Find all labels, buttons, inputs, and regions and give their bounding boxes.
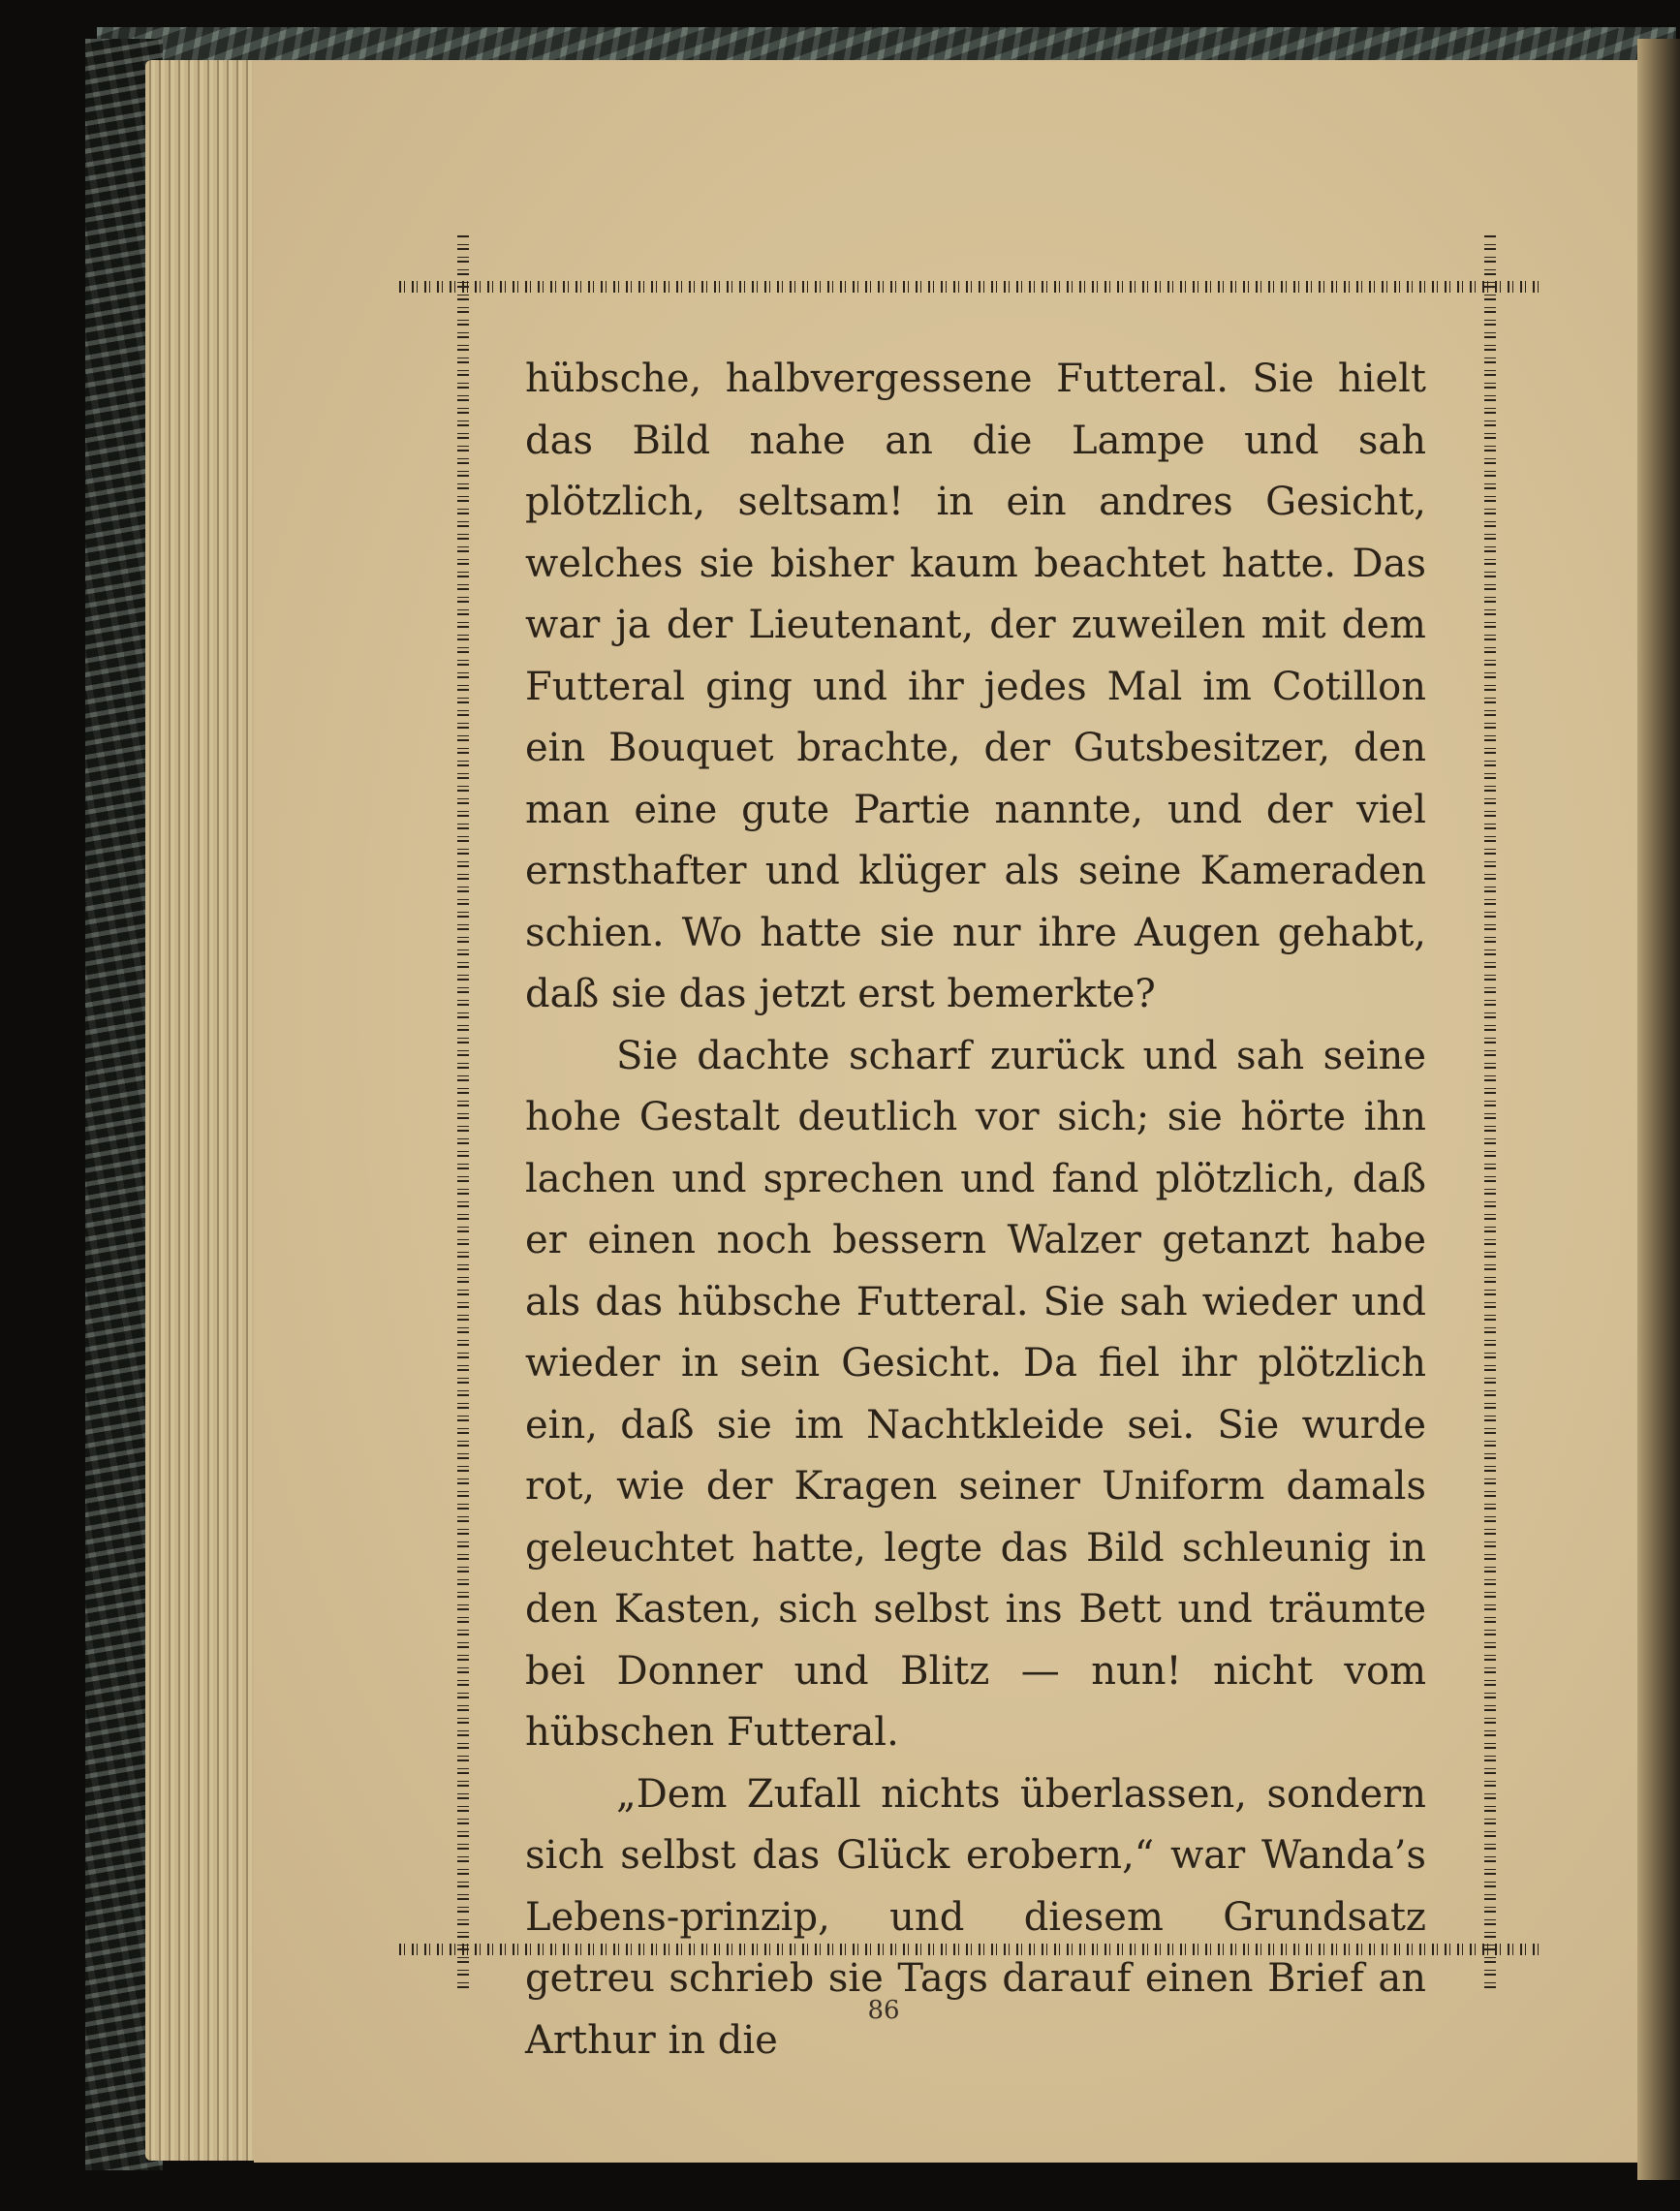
page-number: 86 <box>867 1996 900 2025</box>
paragraph-3: „Dem Zufall nichts überlassen, sondern sich selbst das Glück erobern,“ war Wanda’s Lebens-prinzip, und diesem Grundsatz getreu schrieb sie Tags darauf einen Brief an Arthur in die <box>525 1771 1426 2063</box>
frame-left-rule <box>457 234 469 1988</box>
page-edges <box>145 60 262 2161</box>
paragraph-1: hübsche, halbvergessene Futteral. Sie hielt das Bild nahe an die Lampe und sah plötzlich, seltsam! in ein andres Gesicht, welches sie bisher kaum beachtet hatte. Das war ja der Lieutenant, der zuweilen mit dem Futteral ging und ihr jedes Mal im Cotillon ein Bouquet brachte, der Gutsbesitzer, den man eine gute Partie nannte, und der viel ernsthafter und klüger als seine Kameraden schien. Wo hatte sie nur ihre Augen gehabt, daß sie das jetzt erst bemerkte? <box>525 357 1426 1016</box>
frame-right-rule <box>1484 234 1496 1988</box>
paragraph-2: Sie dachte scharf zurück und sah seine hohe Gestalt deutlich vor sich; sie hörte ihn lachen und sprechen und fand plötzlich, daß er einen noch bessern Walzer getanzt habe als das hübsche Futteral. Sie sah wieder und wieder in sein Gesicht. Da fiel ihr plötzlich ein, daß sie im Nachtkleide sei. Sie wurde rot, wie der Kragen seiner Uniform damals geleuchtet hatte, legte das Bild schleunig in den Kasten, sich selbst ins Bett und träumte bei Donner und Blitz — nun! nicht vom hübschen Futteral. <box>525 1033 1426 1755</box>
book-gutter <box>1637 39 1680 2180</box>
frame-top-rule <box>399 281 1539 293</box>
